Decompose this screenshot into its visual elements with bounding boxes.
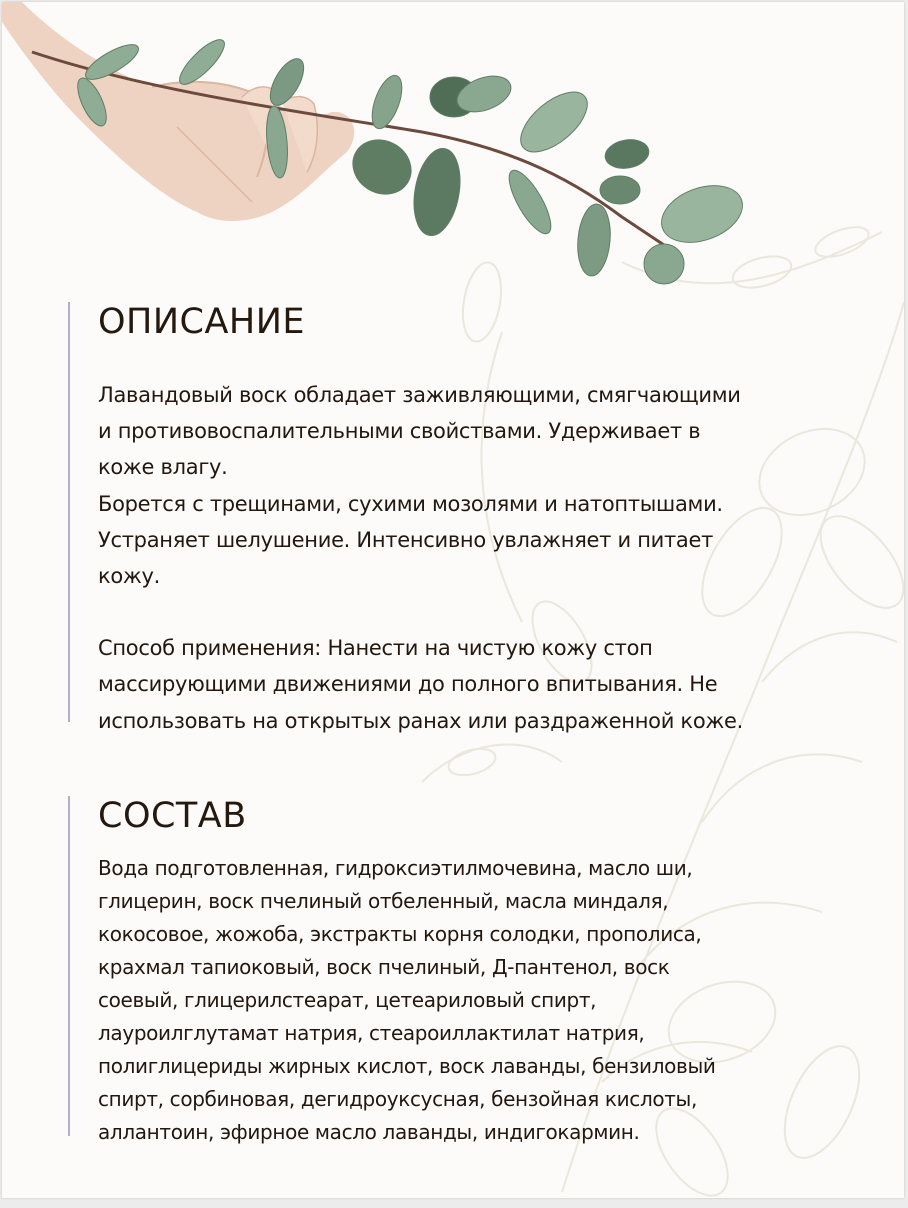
composition-title: СОСТАВ (98, 796, 247, 836)
description-text: Лавандовый воск обладает заживляющими, смягчающими и противовоспалительными свойствами. Удерживает в коже влагу. Борется с трещинами, сухими мозолями и натоптышами. Устраняет шелушение. Интенсивно увлажняет и питает кожу. (98, 383, 741, 589)
product-info-card (2, 2, 904, 1198)
usage-instructions: Способ применения: Нанести на чистую кожу стоп массирующими движениями до полного впитывания. Не использовать на открытых ранах или раздраженной коже. (98, 636, 743, 733)
description-title: ОПИСАНИЕ (98, 302, 306, 342)
hand-eucalyptus-illustration (2, 2, 904, 302)
composition-text: Вода подготовленная, гидроксиэтилмочевина, масло ши, глицерин, воск пчелиный отбеленный, масла миндаля, кокосовое, жожоба, экстракты корня солодки, прополиса, крахмал тапиоковый, воск пчелиный, Д-пантенол, воск соевый, глицерилстеарат, цетеариловый спирт, лауроилглутамат натрия, стеароиллактилат натрия, полиглицериды жирных кислот, воск лаванды, бензиловый спирт, сорбиновая, дегидроуксусная, бензойная кислоты, аллантоин, эфирное масло лаванды, индигокармин. (98, 856, 716, 1144)
description-section (68, 302, 898, 733)
composition-section (68, 796, 898, 1144)
